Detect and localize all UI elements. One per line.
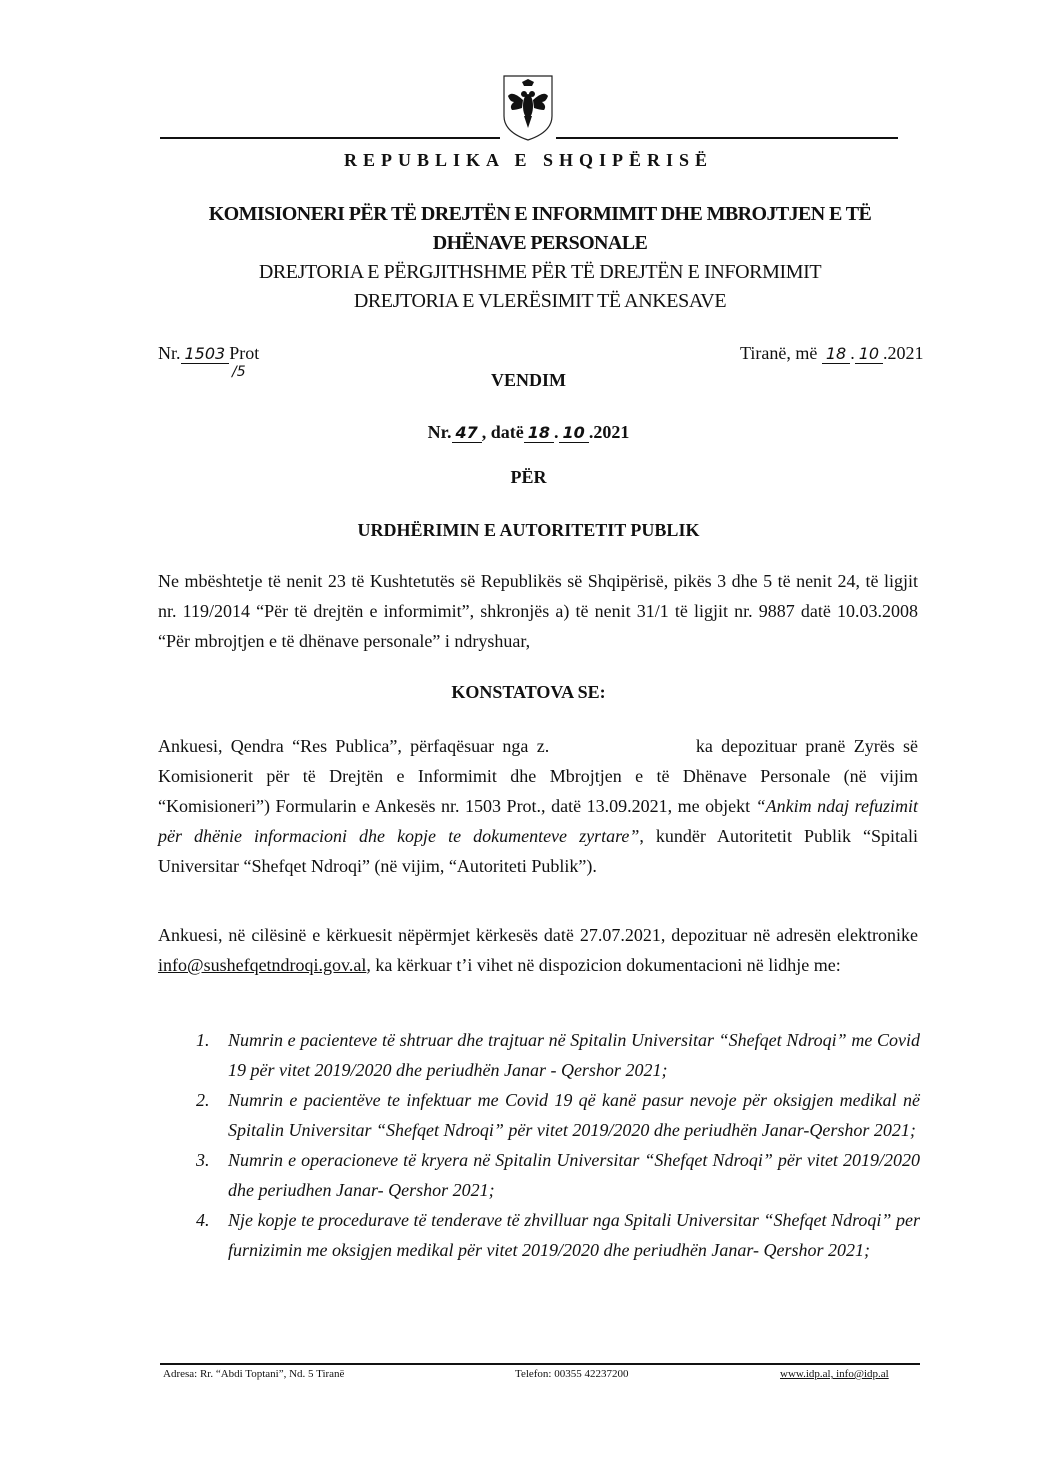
decision-per: PËR xyxy=(510,467,547,487)
date-month: 10 xyxy=(855,344,883,364)
protocol-number: Nr. 1503 Prot xyxy=(158,343,260,363)
email-link[interactable]: info@sushefqetndroqi.gov.al xyxy=(158,955,367,975)
footer-phone: Telefon: 00355 42237200 xyxy=(515,1368,629,1380)
protocol-number-value: 1503 xyxy=(181,344,230,364)
footer-address: Adresa: Rr. “Abdi Toptani”, Nd. 5 Tiranë xyxy=(163,1368,345,1380)
decision-number-value: 47 xyxy=(452,423,482,443)
republic-title: REPUBLIKA E SHQIPËRISË xyxy=(343,150,714,170)
footer-web[interactable]: www.idp.al, info@idp.al xyxy=(780,1368,889,1380)
decision-title: VENDIM xyxy=(491,370,566,390)
requests-list xyxy=(196,1025,920,1265)
complaint-object: “Ankim ndaj refuzimit për dhënie informacioni dhe kopje te dokumenteve zyrtare” xyxy=(158,796,919,846)
place-date: Tiranë, më 18 . 10 .2021 xyxy=(740,343,924,363)
decision-day: 18 xyxy=(524,423,554,443)
list-item: 3. Numrin e operacioneve të kryera në Spitalin Universitar “Shefqet Ndroqi” për vitet 2019/2020 dhe periudhen Janar- Qershor 2021; xyxy=(196,1150,920,1200)
list-item: 1. Numrin e pacienteve të shtruar dhe trajtuar në Spitalin Universitar “Shefqet Ndroqi” me Covid 19 për vitet 2019/2020 dhe periudhën Janar - Qershor 2021; xyxy=(196,1030,920,1080)
authority-name: KOMISIONERI PËR TË DREJTËN E INFORMIMIT DHE MBROJTJEN E TË DHËNAVE PERSONALE xyxy=(208,203,872,254)
directorate-name: DREJTORIA E PËRGJITHSHME PËR TË DREJTËN E INFORMIMIT DREJTORIA E VLERËSIMIT TË ANKESAVE xyxy=(258,261,822,312)
albanian-coat-of-arms-icon xyxy=(500,72,556,142)
protocol-sub-number: /5 xyxy=(232,364,246,380)
list-item: 2. Numrin e pacientëve te infektuar me Covid 19 që kanë pasur nevoje për oksigjen medikal në Spitalin Universitar “Shefqet Ndroqi” për vitet 2019/2020 dhe periudhën Janar-Qershor 2021; xyxy=(196,1090,920,1140)
decision-month: 10 xyxy=(559,423,589,443)
header-divider-right xyxy=(556,137,898,139)
footer-divider xyxy=(160,1363,920,1365)
legal-basis-paragraph: Ne mbështetje të nenit 23 të Kushtetutës së Republikës së Shqipërisë, pikës 3 dhe 5 të nenit 24, të ligjit nr. 119/2014 “Për të drejtën e informimit”, shkronjës a) të nenit 31/1 të ligjit nr. 9887 datë 10.03.2008 “Për mbrojtjen e të dhënave personale” i ndryshuar, xyxy=(158,571,918,651)
complaint-paragraph: Ankuesi, Qendra “Res Publica”, përfaqësuar nga z. ka depozituar pranë Zyrës së Komisionerit për të Drejtën e Informimit dhe Mbrojtjen e të Dhënave Personale (në vijim “Komisioneri”) Formularin e Ankesës nr. 1503 Prot., datë 13.09.2021, me objekt “Ankim ndaj refuzimit për dhënie informacioni dhe kopje te dokumenteve zyrtare”, kundër Autoritetit Publik “Spitali Universitar “Shefqet Ndroqi” (në vijim, “Autoriteti Publik”). xyxy=(158,736,919,876)
request-paragraph: Ankuesi, në cilësinë e kërkuesit nëpërmjet kërkesës datë 27.07.2021, depozituar në adresën elektronike info@sushefqetndroqi.gov.al, ka kërkuar t’i vihet në dispozicion dokumentacioni në lidhje me: xyxy=(158,925,918,975)
header-divider-left xyxy=(160,137,500,139)
decision-subject: URDHËRIMIN E AUTORITETIT PUBLIK xyxy=(357,520,700,540)
konstatova-heading: KONSTATOVA SE: xyxy=(451,682,606,702)
date-day: 18 xyxy=(822,344,850,364)
decision-number-date: Nr. 47 , datë 18 . 10 .2021 xyxy=(427,422,630,442)
list-item: 4. Nje kopje te procedurave të tenderave të zhvilluar nga Spitali Universitar “Shefqet Ndroqi” per furnizimin me oksigjen medikal për vitet 2019/2020 dhe periudhën Janar- Qershor 2021; xyxy=(196,1210,920,1260)
